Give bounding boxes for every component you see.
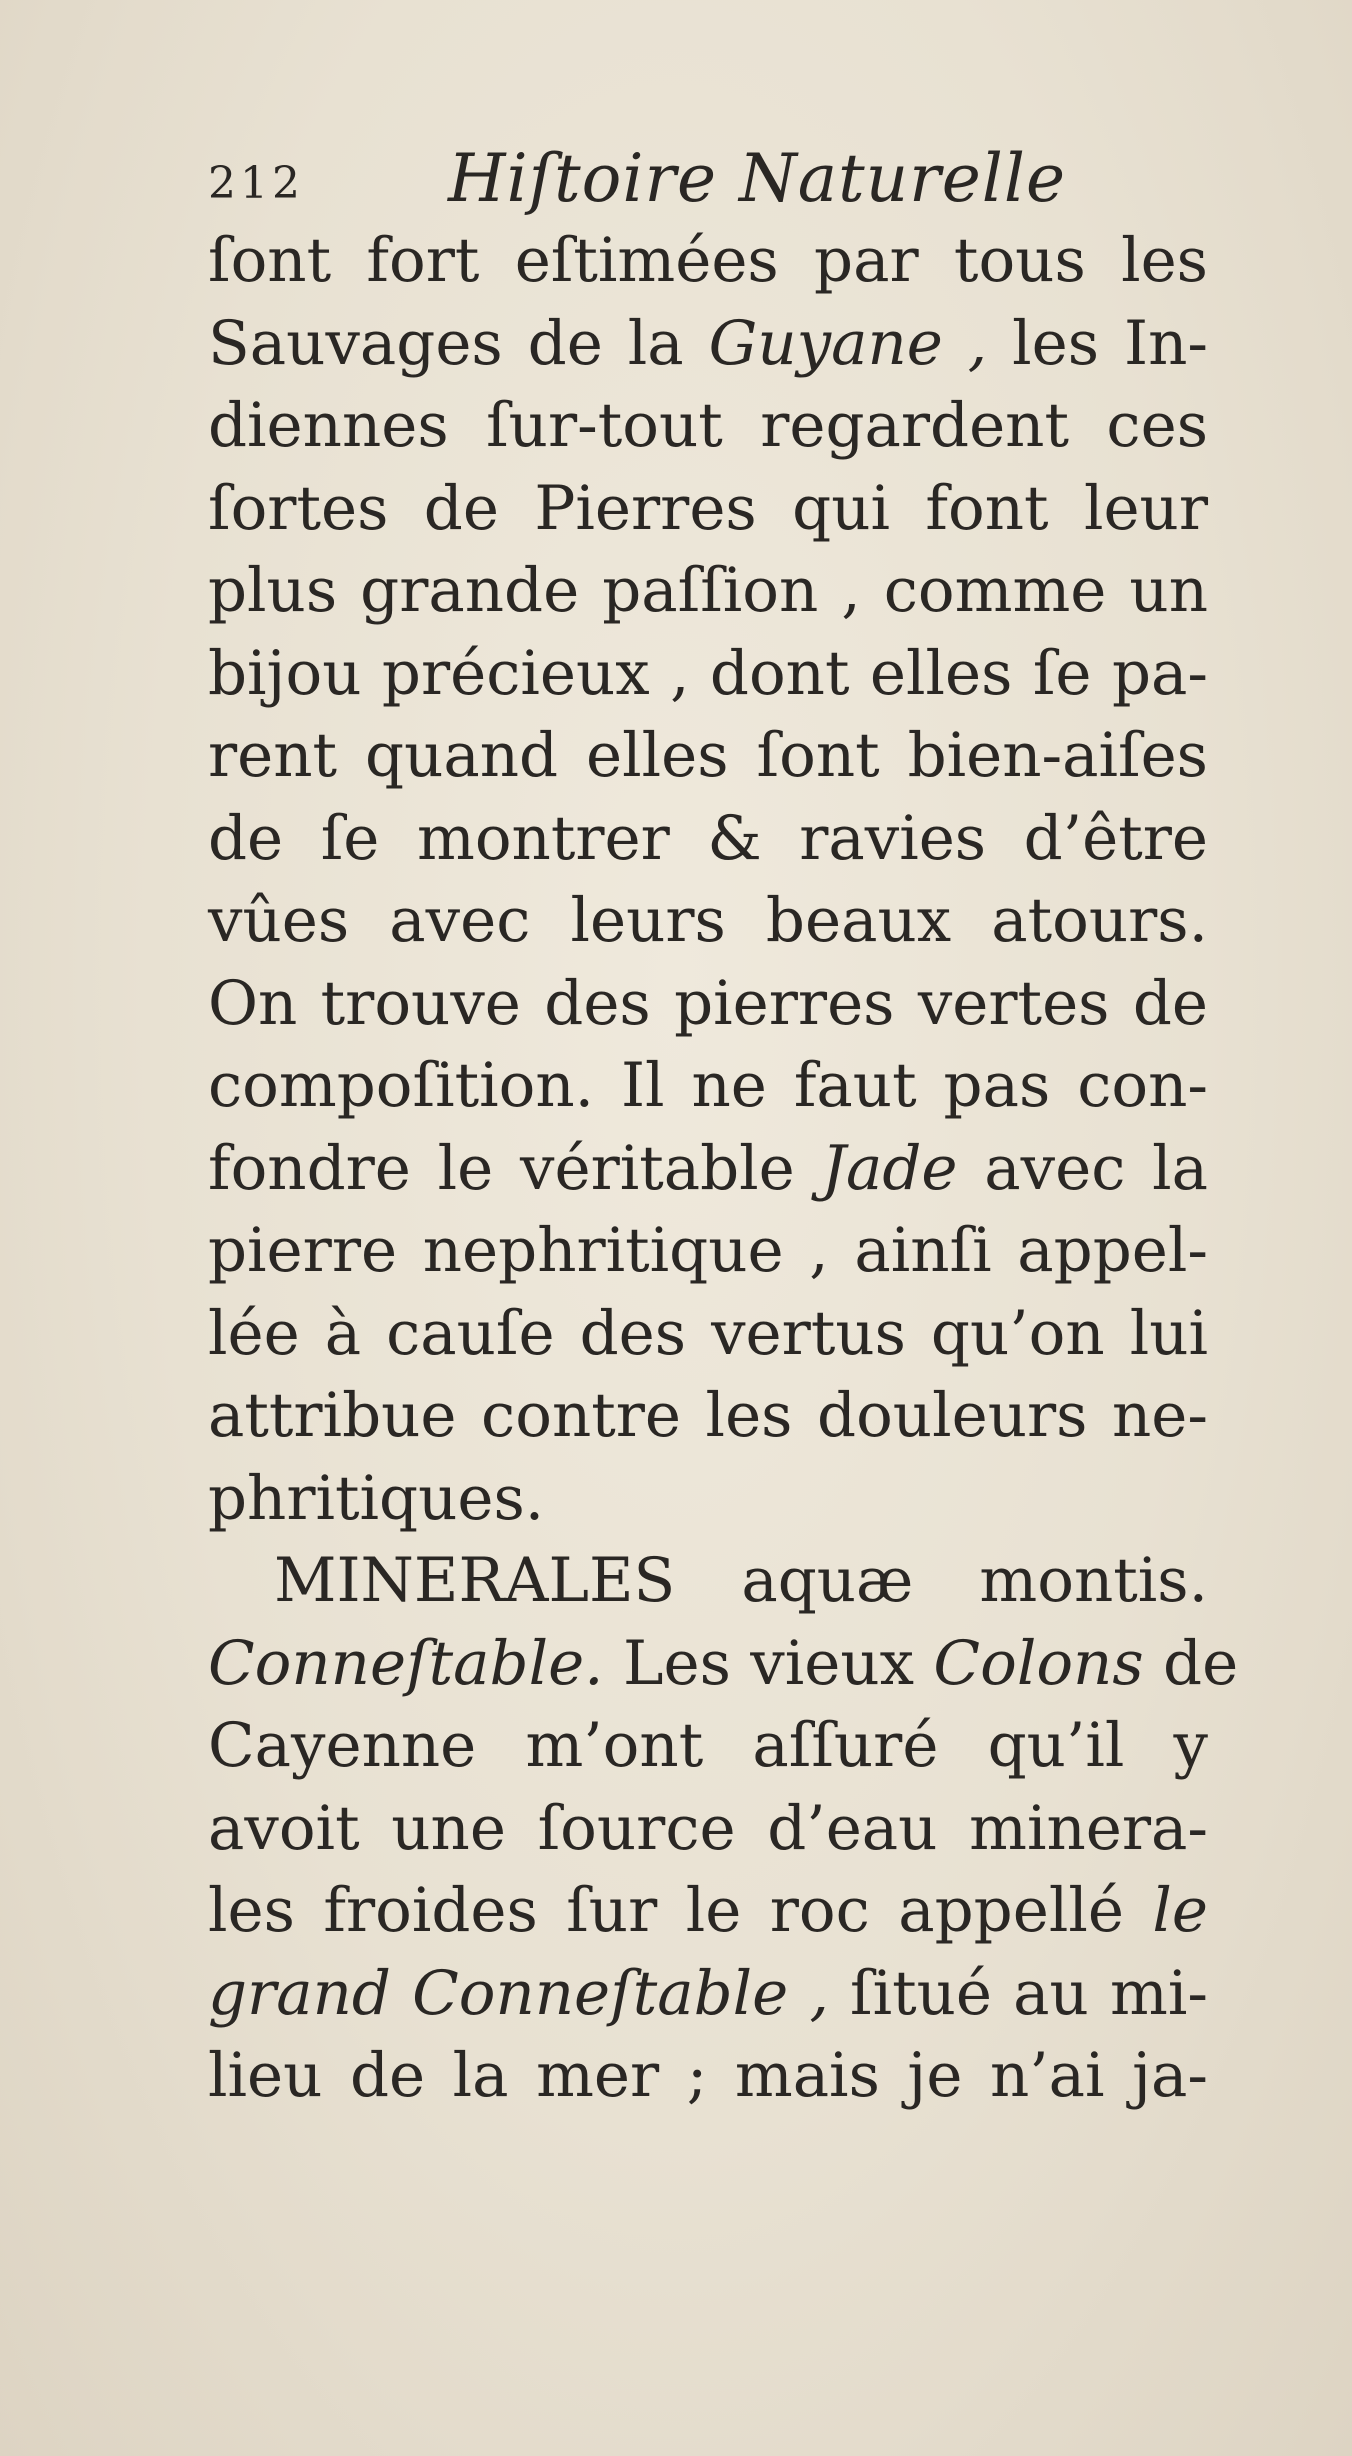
text-line: avoit une ſource d’eau minera- — [208, 1792, 1208, 1864]
text-line: Sauvages de la Guyane , les In- — [208, 307, 1208, 379]
text-line: diennes ſur-tout regardent ces — [208, 390, 1208, 461]
page-header — [208, 140, 1208, 220]
text-line: vûes avec leurs beaux atours. — [208, 885, 1208, 956]
page-number: 212 — [208, 158, 304, 209]
text-line: ſortes de Pierres qui font leur — [208, 472, 1208, 544]
running-title: Hiſtoire Naturelle — [448, 140, 1067, 217]
text-line: plus grande paſſion , comme un — [208, 555, 1208, 626]
text-line: les froides ſur le roc appellé le — [208, 1875, 1208, 1946]
text-line: phritiques. — [208, 1462, 545, 1534]
text-line: compoſition. Il ne faut pas con- — [208, 1050, 1208, 1121]
body-text — [208, 220, 1239, 2118]
text-line: ſont fort eſtimées par tous les — [208, 225, 1208, 296]
text-line: fondre le véritable Jade avec la — [208, 1132, 1209, 1204]
text-line: lée à cauſe des vertus qu’on lui — [208, 1297, 1208, 1369]
text-line: rent quand elles ſont bien-aiſes — [208, 720, 1208, 791]
text-line: de ſe montrer & ravies d’être — [208, 802, 1208, 874]
text-line: lieu de la mer ; mais je n’ai ja- — [208, 2040, 1208, 2111]
text-line: MINERALES aquæ montis. — [274, 1545, 1208, 1616]
text-line: pierre nephritique , ainſi appel- — [208, 1215, 1208, 1286]
text-line: grand Conneſtable , ſitué au mi- — [208, 1957, 1208, 2029]
text-line: bijou précieux , dont elles ſe pa- — [208, 637, 1208, 709]
text-line: attribue contre les douleurs ne- — [208, 1380, 1208, 1451]
text-line: Cayenne m’ont aſſuré qu’il y — [208, 1710, 1208, 1781]
text-line: On trouve des pierres vertes de — [208, 967, 1208, 1039]
text-line: Conneſtable. Les vieux Colons de — [208, 1627, 1239, 1699]
